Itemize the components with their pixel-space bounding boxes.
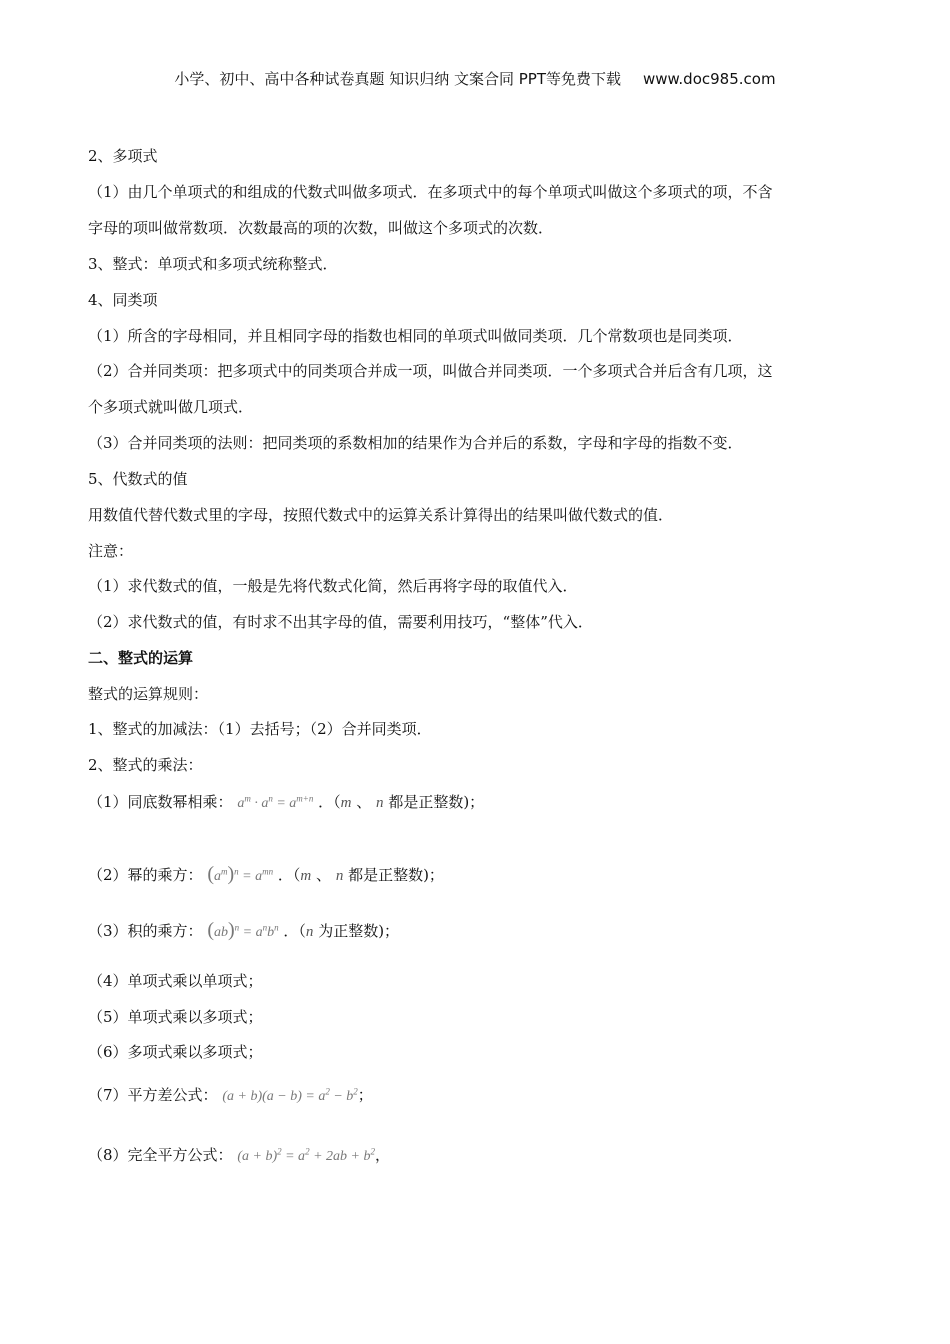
formula-power-of-power: $(a^m)^n = a^{mn}$ bbox=[207, 863, 274, 885]
section-2-para-1b: 字母的项叫做常数项．次数最高的项的次数，叫做这个多项式的次数． bbox=[88, 219, 554, 237]
section-5-note-2: （2）求代数式的值，有时求不出其字母的值，需要利用技巧，“整体”代入． bbox=[88, 613, 593, 631]
rule-2: （2）幂的乘方： $(a^m)^n = a^{mn}$ ．（m 、 n 都是正整数)； bbox=[88, 863, 444, 885]
section-5-title: 5、代数式的值 bbox=[88, 470, 188, 488]
part-2-rules: 整式的运算规则： bbox=[88, 685, 209, 703]
formula-power-of-product: $(ab)^n = a^nb^n$ bbox=[207, 919, 279, 941]
part-2-addition: 1、整式的加减法：（1）去括号；（2）合并同类项． bbox=[88, 720, 432, 738]
section-3-text: 3、整式：单项式和多项式统称整式． bbox=[88, 255, 338, 273]
header-site: www.doc985.com bbox=[642, 70, 776, 88]
formula-difference-of-squares: $(a + b)(a - b) = a^2 - b^2$ bbox=[222, 1086, 358, 1104]
rule-8: （8）完全平方公式： $(a + b)^2 = a^2 + 2ab + b^2$， bbox=[88, 1146, 390, 1164]
section-5-definition: 用数值代替代数式里的字母，按照代数式中的运算关系计算得出的结果叫做代数式的值． bbox=[88, 506, 674, 524]
section-2-para-1a: （1）由几个单项式的和组成的代数式叫做多项式．在多项式中的每个单项式叫做这个多项式的项，不含 bbox=[88, 183, 773, 201]
section-2-title: 2、多项式 bbox=[88, 147, 158, 165]
rule-4: （4）单项式乘以单项式； bbox=[88, 972, 263, 990]
part-2-multiplication: 2、整式的乘法： bbox=[88, 756, 203, 774]
formula-same-base: $a^m \cdot a^n = a^{m+n}$ bbox=[237, 793, 314, 811]
formula-perfect-square: $(a + b)^2 = a^2 + 2ab + b^2$ bbox=[237, 1146, 375, 1164]
page-header bbox=[0, 68, 950, 89]
section-4-para-1: （1）所含的字母相同，并且相同字母的指数也相同的单项式叫做同类项．几个常数项也是同类项． bbox=[88, 327, 743, 345]
section-5-note-1: （1）求代数式的值，一般是先将代数式化简，然后再将字母的取值代入． bbox=[88, 577, 578, 595]
section-4-title: 4、同类项 bbox=[88, 291, 158, 309]
rule-6: （6）多项式乘以多项式； bbox=[88, 1043, 263, 1061]
rule-1: （1）同底数幂相乘： $a^m \cdot a^n = a^{m+n}$ ．（m 、 n 都是正整数)； bbox=[88, 793, 485, 811]
section-4-para-2a: （2）合并同类项：把多项式中的同类项合并成一项，叫做合并同类项．一个多项式合并后含有几项，这 bbox=[88, 362, 773, 380]
section-4-para-3: （3）合并同类项的法则：把同类项的系数相加的结果作为合并后的系数，字母和字母的指数不变． bbox=[88, 434, 743, 452]
rule-3: （3）积的乘方： $(ab)^n = a^nb^n$ ．（n 为正整数)； bbox=[88, 919, 400, 941]
rule-5: （5）单项式乘以多项式； bbox=[88, 1008, 263, 1026]
header-text: 小学、初中、高中各种试卷真题 知识归纳 文案合同 PPT等免费下载 bbox=[174, 70, 621, 88]
section-5-note: 注意： bbox=[88, 542, 134, 560]
section-4-para-2b: 个多项式就叫做几项式． bbox=[88, 398, 254, 416]
part-2-title: 二、整式的运算 bbox=[88, 649, 194, 667]
rule-7: （7）平方差公式： $(a + b)(a - b) = a^2 - b^2$； bbox=[88, 1086, 373, 1104]
